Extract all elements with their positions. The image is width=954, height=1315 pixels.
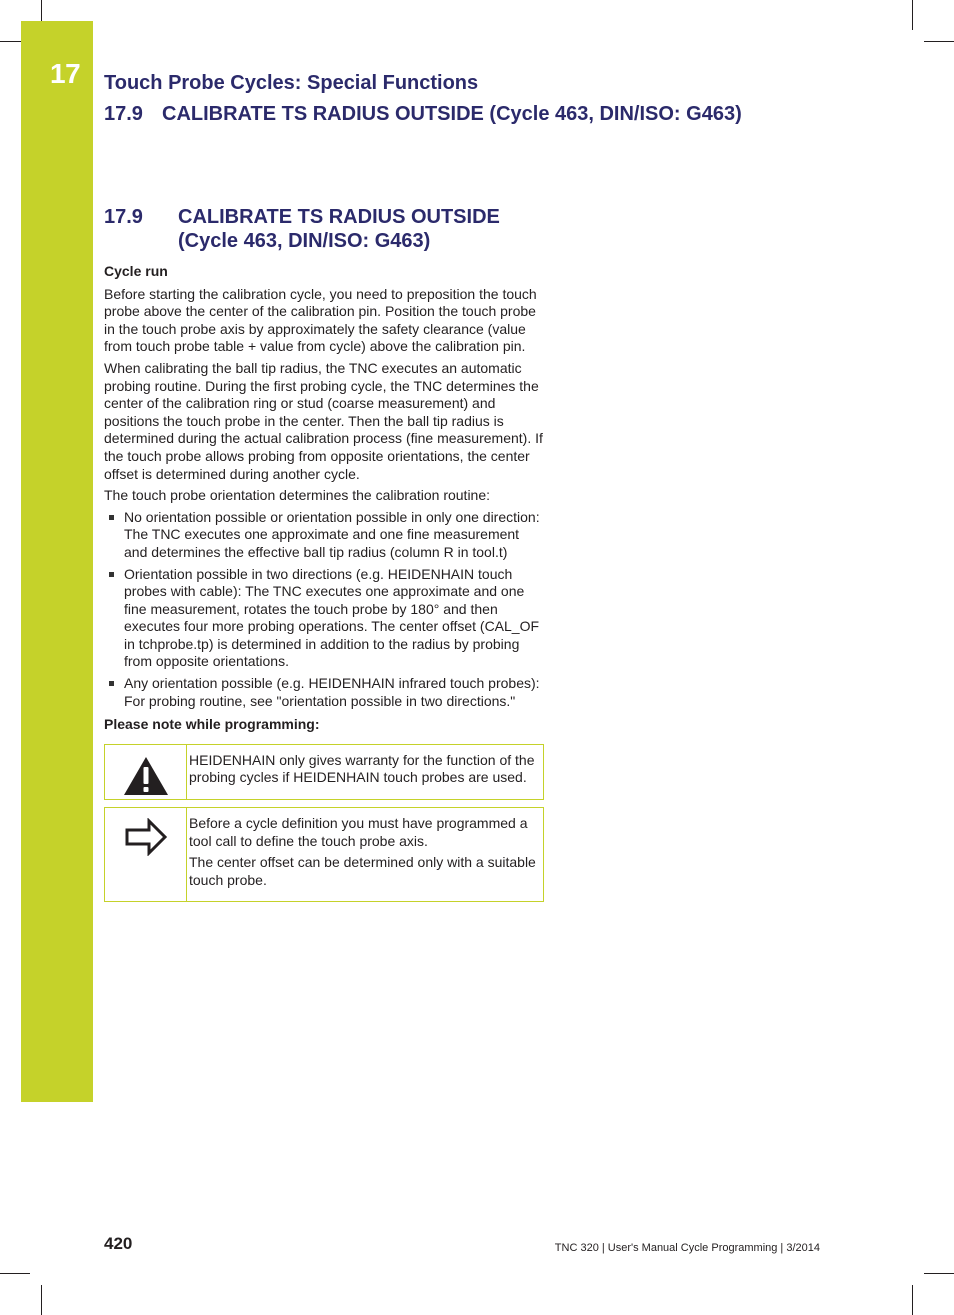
- list-item: [104, 509, 544, 562]
- cycle-run-heading: Cycle run: [104, 263, 168, 279]
- section-title: CALIBRATE TS RADIUS OUTSIDE (Cycle 463, DIN/ISO: G463): [178, 206, 500, 252]
- list-item-text: Any orientation possible (e.g. HEIDENHAIN infrared touch probes): For probing routine, see "orientation possible in two directions.": [124, 675, 540, 709]
- running-header-section-title: CALIBRATE TS RADIUS OUTSIDE (Cycle 463, DIN/ISO: G463): [162, 103, 742, 125]
- running-header-section: [104, 103, 742, 126]
- warning-text: HEIDENHAIN only gives warranty for the function of the probing cycles if HEIDENHAIN touch probes are used.: [189, 751, 535, 786]
- crop-mark: [41, 1285, 42, 1315]
- hint-text: Before a cycle definition you must have programmed a tool call to define the touch probe axis.: [189, 815, 528, 849]
- list-item-text: No orientation possible or orientation possible in only one direction: The TNC executes one approximate and one fine measurement and determines the effective ball tip radius (column R in tool.t): [124, 508, 540, 560]
- bullet-square-icon: [109, 681, 114, 686]
- paragraph: When calibrating the ball tip radius, the TNC executes an automatic probing routine. During the first probing cycle, the TNC determines the center of the calibration ring or stud (coarse measurement) and positions the touch probe in the center. Then the ball tip radius is determined during the actual calibration process (fine measurement). If the touch probe allows probing from opposite orientations, the center offset is determined during another cycle.: [104, 359, 543, 482]
- page-number: 420: [104, 1234, 133, 1253]
- crop-mark: [924, 41, 954, 42]
- warning-icon-cell: [105, 745, 187, 799]
- chapter-number: 17: [50, 58, 81, 89]
- running-header-section-number: 17.9: [104, 103, 143, 125]
- list-item-text: Orientation possible in two directions (e.g. HEIDENHAIN touch probes with cable): The TNC executes one approximate and one fine measurement, rotates the touch probe by 180° and then executes four more probing operations. The center offset (CAL_OF in tchprobe.tp) is determined in addition to the radius by probing from opposite orientations.: [124, 565, 540, 670]
- bullet-square-icon: [109, 572, 114, 577]
- notes-heading: Please note while programming:: [104, 716, 320, 733]
- chapter-tab-bar: [21, 21, 93, 1102]
- crop-mark: [924, 1273, 954, 1274]
- warning-text-cell: [187, 745, 543, 799]
- bullet-list: [104, 509, 544, 711]
- main-content: [104, 205, 544, 909]
- paragraph: Before starting the calibration cycle, you need to preposition the touch probe above the center of the calibration pin. Position the touch probe in the touch probe axis by approximately the safety clearance (value from touch probe table + value from cycle) above the calibration pin.: [104, 285, 537, 355]
- warning-box: [104, 744, 544, 800]
- section-heading: [104, 205, 544, 253]
- paragraph: The touch probe orientation determines the calibration routine:: [104, 487, 491, 504]
- hint-icon-cell: [105, 808, 187, 901]
- crop-mark: [912, 1285, 913, 1315]
- list-item: [104, 566, 544, 672]
- hint-box: [104, 807, 544, 902]
- list-item: [104, 675, 544, 710]
- hint-text-cell: [187, 808, 543, 901]
- section-number: 17.9: [104, 206, 143, 228]
- crop-mark: [0, 1273, 30, 1274]
- crop-mark: [912, 0, 913, 30]
- running-header-title: Touch Probe Cycles: Special Functions: [104, 72, 479, 94]
- arrow-right-icon: [124, 818, 168, 856]
- bullet-square-icon: [109, 515, 114, 520]
- hint-text: The center offset can be determined only with a suitable touch probe.: [189, 854, 536, 888]
- footer-info: TNC 320 | User's Manual Cycle Programming | 3/2014: [554, 1242, 820, 1254]
- warning-triangle-icon: [122, 755, 170, 797]
